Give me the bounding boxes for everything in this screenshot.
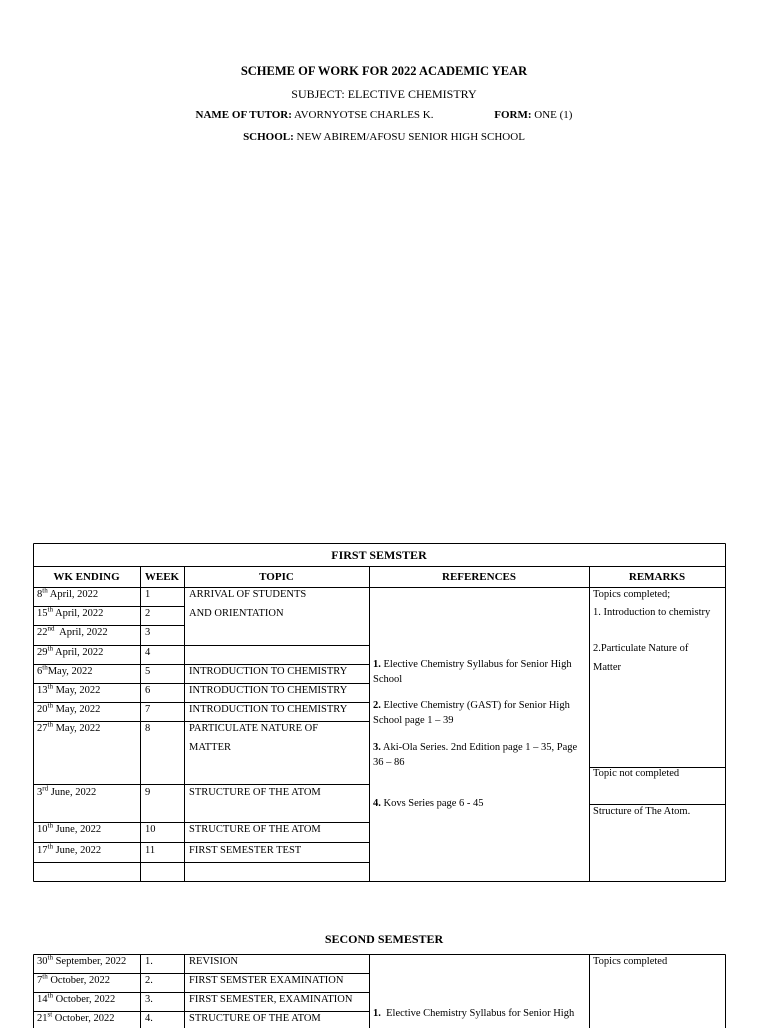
table-row-week: 6 [145,685,151,696]
table-row-date: 3rd June, 2022 [37,784,97,798]
table-row-topic: FIRST SEMESTER, EXAMINATION [189,994,353,1005]
tutor-value: AVORNYOTSE CHARLES K. [294,109,434,121]
column-header-wk-ending: WK ENDING [53,571,120,583]
form-value: ONE (1) [534,109,573,121]
reference-item: 4. Kovs Series page 6 - 45 [373,798,484,809]
remarks-completed-item-continued: Matter [593,662,621,673]
table-row-week: 2. [145,975,153,986]
table-row-date: 15th April, 2022 [37,605,104,619]
table-row-topic: STRUCTURE OF THE ATOM [189,787,321,798]
table-row-date: 22nd April, 2022 [37,624,108,638]
table-row-topic: REVISION [189,956,238,967]
table-row-topic: PARTICULATE NATURE OF [189,723,319,734]
table-row-topic: FIRST SEMESTER TEST [189,845,302,856]
table-row-date: 30th September, 2022 [37,953,127,967]
table-row-date: 7th October, 2022 [37,972,110,986]
table-row-week: 5 [145,666,151,677]
reference-item: 2. Elective Chemistry (GAST) for Senior High School page 1 – 39 [373,700,570,726]
table-row-date: 21st October, 2022 [37,1010,115,1024]
table-row-week: 9 [145,787,151,798]
reference-item: 3. Aki-Ola Series. 2nd Edition page 1 – 35, Page 36 – 86 [373,742,578,768]
table-row-date: 20th May, 2022 [37,701,101,715]
table-row-week: 7 [145,704,151,715]
table-row-week: 11 [145,845,156,856]
table-row-date: 17th June, 2022 [37,842,102,856]
table-row-topic: ARRIVAL OF STUDENTS [189,589,307,600]
remarks-completed-item: 1. Introduction to chemistry [593,607,711,618]
tutor-label: NAME OF TUTOR: [195,109,292,121]
second-semester-remarks-label: Topics completed [593,956,668,967]
table-row-topic: INTRODUCTION TO CHEMISTRY [189,666,348,677]
table-row-topic: INTRODUCTION TO CHEMISTRY [189,704,348,715]
table-row-topic-continued: MATTER [189,742,231,753]
column-header-remarks: REMARKS [628,571,686,583]
table-row-date: 10th June, 2022 [37,821,102,835]
table-row-week: 1 [145,589,151,600]
table-row-topic: STRUCTURE OF THE ATOM [189,824,321,835]
column-header-week: WEEK [144,571,180,583]
table-row-date: 29th April, 2022 [37,644,104,658]
table-row-date: 14th October, 2022 [37,991,116,1005]
table-row-week: 10 [145,824,156,835]
table-row-topic: STRUCTURE OF THE ATOM [189,1013,321,1024]
reference-item: 1. Elective Chemistry Syllabus for Senior High School [373,659,572,685]
table-row-topic: INTRODUCTION TO CHEMISTRY [189,685,348,696]
remarks-completed-item: 2.Particulate Nature of [593,643,689,654]
table-row-topic: FIRST SEMSTER EXAMINATION [189,975,344,986]
second-semester-reference-item: 1. Elective Chemistry Syllabus for Senior High [373,1008,575,1019]
table-row-date: 13th May, 2022 [37,682,101,696]
school-value: NEW ABIREM/AFOSU SENIOR HIGH SCHOOL [296,131,525,143]
table-row-week: 8 [145,723,151,734]
column-header-topic: TOPIC [259,571,294,583]
first-semester-title: FIRST SEMSTER [331,548,427,562]
remarks-completed-label: Topics completed; [593,589,671,600]
form-label: FORM: [494,109,532,121]
table-row-week: 4. [145,1013,153,1024]
table-row-week: 1. [145,956,153,967]
table-row-week: 4 [145,647,151,658]
table-row-date: 8th April, 2022 [37,586,99,600]
second-semester-title: SECOND SEMESTER [324,932,444,946]
remarks-not-completed-item: Structure of The Atom. [593,806,691,817]
document-title: SCHEME OF WORK FOR 2022 ACADEMIC YEAR [240,64,528,78]
subject-line: SUBJECT: ELECTIVE CHEMISTRY [291,87,477,101]
table-row-date: 27th May, 2022 [37,720,101,734]
table-row-week: 3. [145,994,153,1005]
remarks-not-completed-label: Topic not completed [593,768,680,779]
school-label: SCHOOL: [243,131,294,143]
table-row-week: 2 [145,608,151,619]
column-header-references: REFERENCES [442,571,516,583]
table-row-week: 3 [145,627,151,638]
table-row-topic: AND ORIENTATION [189,608,284,619]
table-row-date: 6thMay, 2022 [37,663,93,677]
